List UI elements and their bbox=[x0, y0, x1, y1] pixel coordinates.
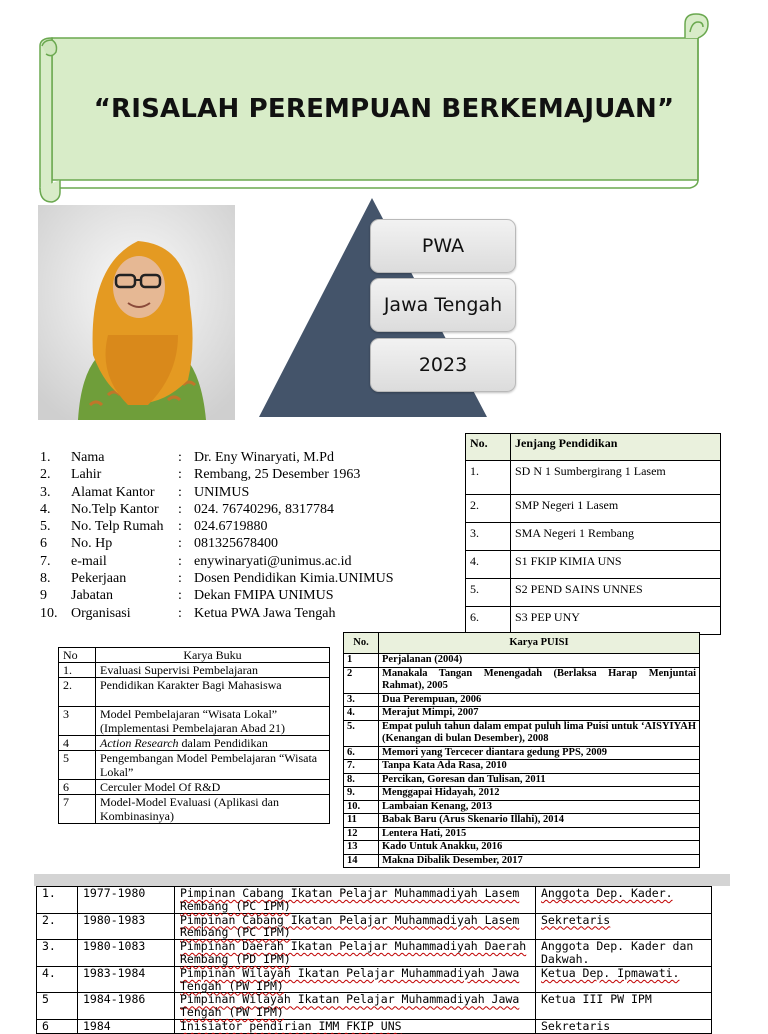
cell-poem-title: Tanpa Kata Ada Rasa, 2010 bbox=[379, 760, 700, 774]
cell-poem-title: Manakala Tangan Menengadah (Berlaksa Harap Menjuntai Rahmat), 2005 bbox=[379, 667, 700, 693]
bio-num: 9 bbox=[40, 588, 47, 604]
cell-poem-title: Menggapai Hidayah, 2012 bbox=[379, 787, 700, 801]
table-row bbox=[466, 551, 721, 579]
table-row bbox=[466, 579, 721, 607]
table-row bbox=[344, 854, 700, 868]
table-row bbox=[59, 678, 330, 707]
column-header: No. bbox=[344, 633, 379, 654]
cell-no: 1 bbox=[344, 654, 379, 668]
bio-value: enywinaryati@unimus.ac.id bbox=[194, 553, 352, 569]
cell-no: 13 bbox=[344, 841, 379, 855]
cell-poem-title: Lentera Hati, 2015 bbox=[379, 827, 700, 841]
cell-education: SMA Negeri 1 Rembang bbox=[511, 523, 721, 551]
table-row bbox=[37, 993, 712, 1020]
cell-organization: Pimpinan Cabang Ikatan Pelajar Muhammadiyah Lasem Rembang (PC IPM) bbox=[175, 913, 536, 940]
bio-label: Organisasi bbox=[71, 605, 131, 621]
cell-no: 5. bbox=[344, 720, 379, 746]
cell-no: 3. bbox=[37, 940, 78, 967]
book-title-italic: Action Research bbox=[100, 736, 179, 750]
cell-no: 5. bbox=[466, 579, 511, 607]
bio-colon: : bbox=[178, 484, 182, 500]
cell-year: 1984 bbox=[78, 1019, 175, 1033]
column-header: Karya Buku bbox=[96, 648, 330, 663]
cell-no: 6 bbox=[37, 1019, 78, 1033]
table-row bbox=[466, 523, 721, 551]
cell-poem-title: Babak Baru (Arus Skenario Illahi), 2014 bbox=[379, 814, 700, 828]
cell-no: 10. bbox=[344, 800, 379, 814]
bio-num: 3. bbox=[40, 484, 51, 500]
bio-label: No.Telp Kantor bbox=[71, 501, 159, 517]
bio-value: UNIMUS bbox=[194, 484, 250, 500]
cell-book-title: Model-Model Evaluasi (Aplikasi dan Kombinasinya) bbox=[96, 795, 330, 824]
table-row bbox=[37, 940, 712, 967]
column-header: No bbox=[59, 648, 96, 663]
cell-book-title: Model Pembelajaran “Wisata Lokal” (Implementasi Pembelajaran Abad 21) bbox=[96, 707, 330, 736]
cell-no: 4. bbox=[344, 707, 379, 721]
table-row bbox=[466, 607, 721, 635]
cell-organization: Pimpinan Wilayah Ikatan Pelajar Muhammadiyah Jawa Tengah (PW IPM) bbox=[175, 993, 536, 1020]
bio-num: 2. bbox=[40, 467, 51, 483]
cell-no: 3. bbox=[344, 693, 379, 707]
cell-organization: Pimpinan Cabang Ikatan Pelajar Muhammadiyah Lasem Rembang (PC IPM) bbox=[175, 887, 536, 914]
bio-colon: : bbox=[178, 605, 182, 621]
cell-no: 3. bbox=[466, 523, 511, 551]
cell-organization: Pimpinan Wilayah Ikatan Pelajar Muhammadiyah Jawa Tengah (PW IPM) bbox=[175, 966, 536, 993]
cell-role: Ketua Dep. Ipmawati. bbox=[536, 966, 712, 993]
cell-no: 3 bbox=[59, 707, 96, 736]
bio-label: Nama bbox=[71, 450, 105, 465]
cell-no: 1. bbox=[466, 461, 511, 495]
cell-no: 4. bbox=[37, 966, 78, 993]
table-row bbox=[344, 787, 700, 801]
table-row bbox=[59, 736, 330, 751]
bio-value: Rembang, 25 Desember 1963 bbox=[194, 467, 361, 483]
bio-num: 8. bbox=[40, 571, 51, 587]
table-row bbox=[344, 667, 700, 693]
bio-value: 081325678400 bbox=[194, 536, 278, 552]
table-row bbox=[344, 693, 700, 707]
table-row bbox=[37, 1019, 712, 1033]
cell-book-title: Pengembangan Model Pembelajaran “Wisata Lokal” bbox=[96, 751, 330, 780]
bio-colon: : bbox=[178, 588, 182, 604]
cell-education: S2 PEND SAINS UNNES bbox=[511, 579, 721, 607]
bio-value: 024.6719880 bbox=[194, 519, 268, 535]
bio-label: e-mail bbox=[71, 553, 107, 569]
cell-year: 1977-1980 bbox=[78, 887, 175, 914]
pyramid-level-year: 2023 bbox=[370, 338, 516, 392]
bio-num: 6 bbox=[40, 536, 47, 552]
cell-no: 1. bbox=[37, 887, 78, 914]
bio-colon: : bbox=[178, 450, 182, 465]
cell-education: S3 PEP UNY bbox=[511, 607, 721, 635]
table-row bbox=[344, 654, 700, 668]
table-header-row bbox=[466, 434, 721, 461]
person-portrait-icon bbox=[38, 205, 235, 420]
bio-num: 4. bbox=[40, 501, 51, 517]
page-title: “RISALAH PEREMPUAN BERKEMAJUAN” bbox=[93, 94, 675, 124]
table-row bbox=[59, 663, 330, 678]
bio-colon: : bbox=[178, 467, 182, 483]
bio-label: No. Telp Rumah bbox=[71, 519, 164, 535]
table-header-row bbox=[344, 633, 700, 654]
cell-no: 14 bbox=[344, 854, 379, 868]
cell-no: 4 bbox=[59, 736, 96, 751]
table-row bbox=[59, 751, 330, 780]
cell-no: 1. bbox=[59, 663, 96, 678]
table-row bbox=[344, 841, 700, 855]
book-title-rest: dalam Pendidikan bbox=[178, 736, 268, 750]
cell-no: 8. bbox=[344, 773, 379, 787]
organization-history-table bbox=[36, 886, 712, 1034]
cell-role: Anggota Dep. Kader dan Dakwah. bbox=[536, 940, 712, 967]
cell-role: Anggota Dep. Kader. bbox=[536, 887, 712, 914]
table-row bbox=[59, 780, 330, 795]
bio-colon: : bbox=[178, 536, 182, 552]
bio-value: Dr. Eny Winaryati, M.Pd bbox=[194, 450, 334, 465]
bio-num: 7. bbox=[40, 553, 51, 569]
cell-no: 4. bbox=[466, 551, 511, 579]
cell-poem-title: Merajut Mimpi, 2007 bbox=[379, 707, 700, 721]
cell-role: Sekretaris bbox=[536, 913, 712, 940]
cell-poem-title: Percikan, Goresan dan Tulisan, 2011 bbox=[379, 773, 700, 787]
cell-organization: Pimpinan Daerah Ikatan Pelajar Muhammadiyah Daerah Rembang (PD IPM) bbox=[175, 940, 536, 967]
cell-year: 1980-1083 bbox=[78, 940, 175, 967]
cell-role: Ketua III PW IPM bbox=[536, 993, 712, 1020]
cell-education: S1 FKIP KIMIA UNS bbox=[511, 551, 721, 579]
bio-value: 024. 76740296, 8317784 bbox=[194, 501, 334, 517]
table-header-row bbox=[59, 648, 330, 663]
table-row bbox=[344, 827, 700, 841]
table-row bbox=[59, 707, 330, 736]
cell-poem-title: Memori yang Tercecer diantara gedung PPS, 2009 bbox=[379, 746, 700, 760]
books-table bbox=[58, 647, 330, 824]
table-row bbox=[59, 795, 330, 824]
table-row bbox=[344, 773, 700, 787]
cell-year: 1980-1983 bbox=[78, 913, 175, 940]
cell-poem-title: Lambaian Kenang, 2013 bbox=[379, 800, 700, 814]
cell-no: 2. bbox=[466, 495, 511, 523]
organization-history-snippet bbox=[34, 874, 730, 1033]
bio-value: Ketua PWA Jawa Tengah bbox=[194, 605, 336, 621]
table-row bbox=[37, 966, 712, 993]
cell-book-title: Evaluasi Supervisi Pembelajaran bbox=[96, 663, 330, 678]
table-row bbox=[344, 760, 700, 774]
bio-label: Pekerjaan bbox=[71, 571, 127, 587]
cell-poem-title: Kado Untuk Anakku, 2016 bbox=[379, 841, 700, 855]
cell-book-title: Cerculer Model Of R&D bbox=[96, 780, 330, 795]
table-row bbox=[466, 495, 721, 523]
bio-value: Dekan FMIPA UNIMUS bbox=[194, 588, 334, 604]
table-row bbox=[344, 814, 700, 828]
cell-education: SMP Negeri 1 Lasem bbox=[511, 495, 721, 523]
cell-poem-title: Makna Dibalik Desember, 2017 bbox=[379, 854, 700, 868]
column-header: Jenjang Pendidikan bbox=[511, 434, 721, 461]
education-table bbox=[465, 433, 721, 635]
bio-num: 1. bbox=[40, 450, 51, 465]
cell-no: 5 bbox=[37, 993, 78, 1020]
table-row bbox=[344, 746, 700, 760]
bio-label: No. Hp bbox=[71, 536, 113, 552]
bio-colon: : bbox=[178, 519, 182, 535]
cell-organization: Inisiator pendirian IMM FKIP UNS bbox=[175, 1019, 536, 1033]
bio-value: Dosen Pendidikan Kimia.UNIMUS bbox=[194, 571, 394, 587]
table-row bbox=[466, 461, 721, 495]
bio-label: Lahir bbox=[71, 467, 102, 483]
pyramid-level-pwa: PWA bbox=[370, 219, 516, 273]
cell-no: 7 bbox=[59, 795, 96, 824]
bio-colon: : bbox=[178, 553, 182, 569]
bio-colon: : bbox=[178, 501, 182, 517]
cell-no: 6. bbox=[466, 607, 511, 635]
cell-year: 1983-1984 bbox=[78, 966, 175, 993]
bio-colon: : bbox=[178, 571, 182, 587]
cell-year: 1984-1986 bbox=[78, 993, 175, 1020]
cell-no: 6. bbox=[344, 746, 379, 760]
bio-label: Jabatan bbox=[71, 588, 113, 604]
table-row bbox=[344, 707, 700, 721]
cell-no: 11 bbox=[344, 814, 379, 828]
cell-role: Sekretaris bbox=[536, 1019, 712, 1033]
pyramid-level-region: Jawa Tengah bbox=[370, 278, 516, 332]
cell-no: 12 bbox=[344, 827, 379, 841]
cell-no: 2. bbox=[37, 913, 78, 940]
column-header: Karya PUISI bbox=[379, 633, 700, 654]
cell-poem-title: Dua Perempuan, 2006 bbox=[379, 693, 700, 707]
cell-poem-title: Empat puluh tahun dalam empat puluh lima Puisi untuk ‘AISYIYAH (Kenangan di bulan Desember), 2008 bbox=[379, 720, 700, 746]
bio-label: Alamat Kantor bbox=[71, 484, 155, 500]
cell-book-title: Pendidikan Karakter Bagi Mahasiswa bbox=[96, 678, 330, 707]
cell-no: 9. bbox=[344, 787, 379, 801]
column-header: No. bbox=[466, 434, 511, 461]
cell-no: 5 bbox=[59, 751, 96, 780]
poetry-table bbox=[343, 632, 700, 868]
table-row bbox=[37, 887, 712, 914]
cell-no: 2. bbox=[59, 678, 96, 707]
title-banner bbox=[30, 10, 720, 210]
bio-num: 5. bbox=[40, 519, 51, 535]
cell-poem-title: Perjalanan (2004) bbox=[379, 654, 700, 668]
cell-no: 2 bbox=[344, 667, 379, 693]
table-row bbox=[37, 913, 712, 940]
table-row bbox=[344, 800, 700, 814]
bio-num: 10. bbox=[40, 605, 58, 621]
cell-book-title bbox=[96, 736, 330, 751]
portrait-photo bbox=[38, 205, 235, 420]
document-ruler-bar bbox=[34, 874, 730, 886]
cell-no: 6 bbox=[59, 780, 96, 795]
cell-no: 7. bbox=[344, 760, 379, 774]
table-row bbox=[344, 720, 700, 746]
cell-education: SD N 1 Sumbergirang 1 Lasem bbox=[511, 461, 721, 495]
